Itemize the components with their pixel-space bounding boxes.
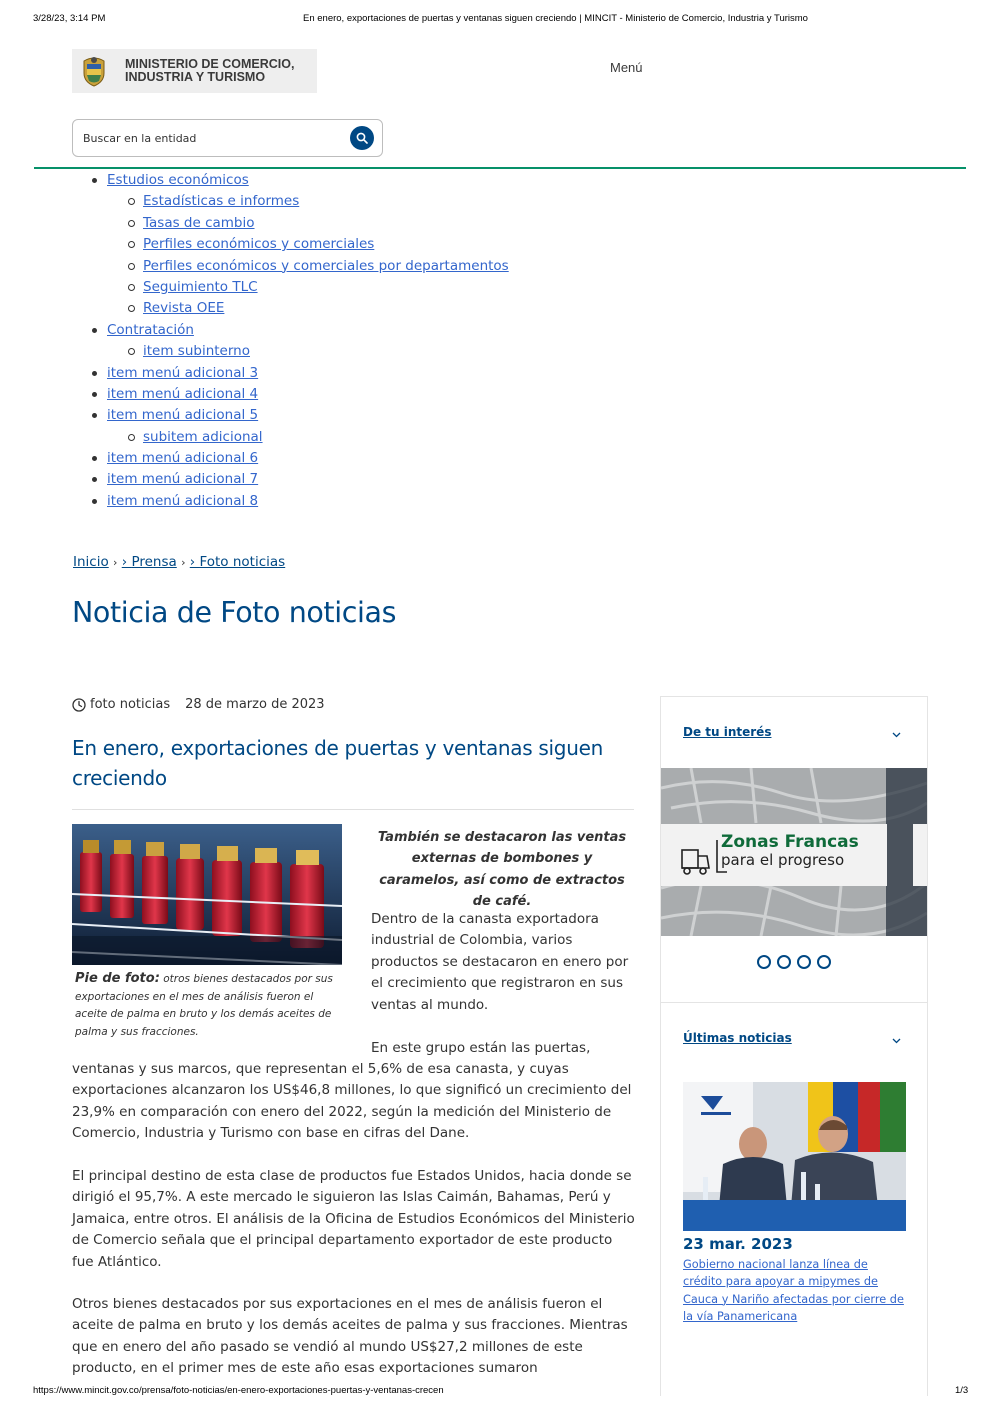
print-url: https://www.mincit.gov.co/prensa/foto-noticias/en-enero-exportaciones-puertas-y-ventanas-crecen: [33, 1385, 444, 1396]
nav-item-6: [72, 448, 509, 469]
nav-item-estudios: [72, 170, 509, 191]
article-paragraph-1: Dentro de la canasta exportadora industrial de Colombia, varios productos se destacaron en enero por el crecimiento que registraron en sus ventas al mundo.: [371, 911, 629, 1013]
nav-link-tasas[interactable]: Tasas de cambio: [143, 214, 255, 231]
article-photo: [72, 824, 342, 965]
carousel-dot[interactable]: [757, 955, 771, 969]
nav-subitem-tasas: [72, 213, 509, 234]
news-date: 23 mar. 2023: [683, 1235, 793, 1253]
nav-link-3[interactable]: item menú adicional 3: [107, 364, 259, 381]
nav-link-perfiles-dep[interactable]: Perfiles económicos y comerciales por departamentos: [143, 257, 509, 274]
ministry-name-line1: MINISTERIO DE COMERCIO,: [125, 57, 295, 71]
search-input[interactable]: [83, 129, 343, 147]
page-title: Noticia de Foto noticias: [72, 596, 397, 629]
print-page-number: 1/3: [955, 1385, 969, 1396]
article-lede: También se destacaron las ventas externas de bombones y caramelos, así como de extractos de café.: [377, 830, 627, 910]
article-paragraph-4: Otros bienes destacados por sus exportaciones en el mes de análisis fueron el aceite de palma en bruto y los demás aceites de palma y sus fracciones. Mientras que en enero del año pasado se vendió al mundo US$27,2 millones de este producto, en el primer mes de este año esas exportaciones sumaron: [72, 1296, 628, 1377]
article-meta: [72, 697, 325, 712]
sidebar-divider: [661, 1002, 927, 1003]
nav-item-7: [72, 469, 509, 490]
breadcrumb-separator-icon: ›: [181, 556, 186, 569]
article-title: En enero, exportaciones de puertas y ventanas siguen creciendo: [72, 736, 603, 790]
article-paragraph-3: El principal destino de esta clase de productos fue Estados Unidos, hacia donde se dirigió el 95,7%. A este mercado le siguieron las Islas Caimán, Bahamas, Perú y Jamaica, entre otros. El análisis de la Oficina de Estudios Económicos del Ministerio de Comercio señala que el principal departamento exportador de este producto fue Atlántico.: [72, 1168, 635, 1270]
carousel-dot[interactable]: [797, 955, 811, 969]
breadcrumb-home[interactable]: Inicio: [73, 554, 109, 570]
main-nav: [72, 170, 509, 512]
zonas-francas-banner[interactable]: [661, 768, 927, 936]
ministry-name: [125, 58, 294, 84]
nav-subitem-tlc: [72, 277, 509, 298]
banner-subheading: para el progreso: [721, 851, 845, 869]
chevron-down-icon[interactable]: [892, 730, 901, 739]
menu-toggle[interactable]: Menú: [610, 60, 643, 75]
breadcrumb-foto-label: Foto noticias: [199, 554, 286, 570]
caption-text: otros bienes destacados por sus exportaciones en el mes de análisis fueron el aceite de palma en bruto y los demás aceites de palma y sus fracciones.: [75, 973, 333, 1038]
nav-subitem-interno: [72, 341, 509, 362]
article-paragraph-2-start: En este grupo están las puertas,: [371, 1040, 591, 1056]
breadcrumb-foto[interactable]: [190, 554, 285, 570]
breadcrumb-prensa-label: Prensa: [131, 554, 177, 570]
nav-link-6[interactable]: item menú adicional 6: [107, 450, 259, 467]
carousel-dot[interactable]: [777, 955, 791, 969]
clock-icon: [72, 698, 86, 712]
print-datetime: 3/28/23, 3:14 PM: [33, 13, 106, 24]
caption-label: Pie de foto:: [75, 971, 160, 986]
ministry-name-line2: INDUSTRIA Y TURISMO: [125, 70, 266, 84]
nav-link-5[interactable]: item menú adicional 5: [107, 407, 259, 424]
nav-link-contratacion[interactable]: Contratación: [107, 321, 194, 338]
interest-toggle[interactable]: De tu interés: [683, 725, 772, 739]
header-divider: [34, 167, 966, 169]
nav-item-8: [72, 491, 509, 512]
nav-subitem-revista: [72, 298, 509, 319]
breadcrumb-prensa[interactable]: [122, 554, 177, 570]
article-date: 28 de marzo de 2023: [185, 697, 325, 712]
chevron-right-icon: ›: [189, 554, 200, 570]
breadcrumb: [73, 554, 285, 570]
article-divider: [72, 809, 634, 810]
nav-subitem-perfiles-dep: [72, 256, 509, 277]
nav-item-5: [72, 405, 509, 426]
breadcrumb-separator-icon: ›: [113, 556, 118, 569]
nav-item-3: [72, 363, 509, 384]
carousel-dots: [757, 955, 831, 969]
nav-link-estadisticas[interactable]: Estadísticas e informes: [143, 193, 300, 210]
nav-link-8[interactable]: item menú adicional 8: [107, 492, 259, 509]
nav-link-perfiles[interactable]: Perfiles económicos y comerciales: [143, 236, 375, 253]
nav-item-4: [72, 384, 509, 405]
chevron-right-icon: ›: [121, 554, 132, 570]
search-button[interactable]: [350, 126, 374, 150]
nav-link-7[interactable]: item menú adicional 7: [107, 471, 259, 488]
nav-link-subitem-adicional[interactable]: subitem adicional: [143, 428, 263, 445]
nav-subitem-perfiles: [72, 234, 509, 255]
search-box: [72, 119, 383, 157]
latest-news-toggle[interactable]: Últimas noticias: [683, 1031, 792, 1045]
nav-link-4[interactable]: item menú adicional 4: [107, 385, 259, 402]
photo-caption: [75, 970, 340, 1041]
nav-item-contratacion: [72, 320, 509, 341]
ministry-logo[interactable]: [72, 49, 317, 93]
article-category: foto noticias: [90, 697, 171, 712]
coat-of-arms-icon: [72, 49, 116, 93]
nav-link-estudios[interactable]: Estudios económicos: [107, 172, 249, 188]
article-paragraph-2: ventanas y sus marcos, que representan el 5,6% de esa canasta, y cuyas exportaciones alcanzaron los US$46,8 millones, lo que significó un crecimiento del 23,9% en comparación con enero del 2022, según la medición del Ministerio de Comercio, Industria y Turismo con base en cifras del Dane.: [72, 1061, 632, 1142]
chevron-down-icon[interactable]: [892, 1036, 901, 1045]
print-doc-title: En enero, exportaciones de puertas y ventanas siguen creciendo | MINCIT - Ministerio de Comercio, Industria y Turismo: [303, 13, 808, 24]
news-photo[interactable]: [683, 1082, 906, 1231]
nav-link-tlc[interactable]: Seguimiento TLC: [143, 278, 258, 295]
nav-link-revista[interactable]: Revista OEE: [143, 300, 225, 317]
nav-link-interno[interactable]: item subinterno: [143, 343, 250, 360]
news-link[interactable]: Gobierno nacional lanza línea de crédito para apoyar a mipymes de Cauca y Nariño afectadas por cierre de la vía Panamericana: [683, 1258, 904, 1323]
nav-subitem-estadisticas: [72, 191, 509, 212]
carousel-dot[interactable]: [817, 955, 831, 969]
nav-subitem-adicional: [72, 427, 509, 448]
search-icon: [356, 132, 368, 144]
banner-heading: Zonas Francas: [721, 832, 859, 852]
